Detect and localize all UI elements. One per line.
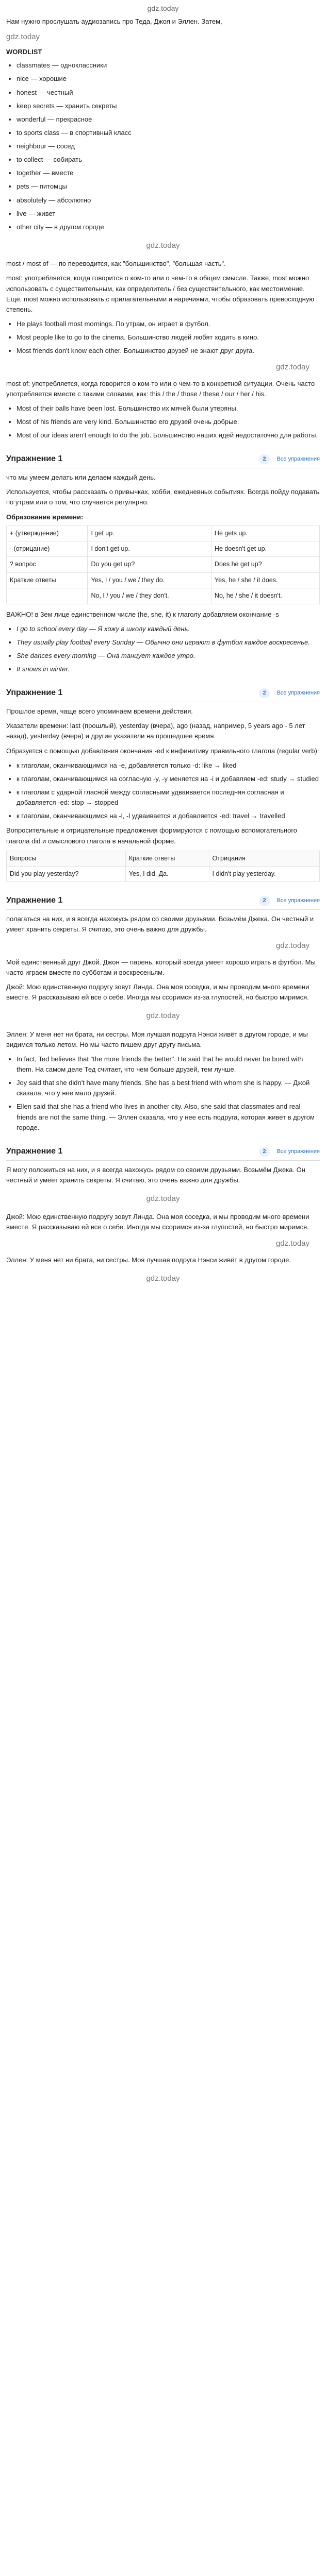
list-item: • keep secrets — хранить секреты bbox=[17, 101, 320, 111]
most-paragraph: most: употребляется, когда говорится о ком-то или о чем-то в общем смысле. Также, most можно использовать с существительным, как определитель / без существительного, как местоимение. Ещё, most можно использовать с прилагательными и наречиями, чтобы образовать превосходную степень. bbox=[6, 274, 315, 313]
exercise-title: Упражнение 1 bbox=[6, 454, 63, 464]
formation-table bbox=[6, 526, 320, 604]
story-paragraph: Мой единственный друг Джой. Джон — парень, который всегда умеет хорошо играть в футбол. Мы часто играем вместе по субботам и воскресеньям. bbox=[6, 958, 316, 976]
past-question-note: Вопросительные и отрицательные предложения формируются с помощью вспомогательного глагола did и смыслового глагола в начальной форме. bbox=[6, 826, 298, 845]
watermark: gdz.today bbox=[146, 241, 180, 250]
table-cell: - (отрицание) bbox=[7, 541, 88, 557]
watermark: gdz.today bbox=[146, 1274, 180, 1283]
present-simple-examples bbox=[6, 624, 320, 675]
exercise-header bbox=[6, 889, 320, 910]
list-item: • pets — питомцы bbox=[17, 181, 320, 192]
exercise-nav bbox=[259, 454, 320, 464]
list-item: • Most people like to go to the cinema. Большинство людей любят ходить в кино. bbox=[17, 332, 320, 343]
list-item: • other city — в другом городе bbox=[17, 222, 320, 232]
exercise-header bbox=[6, 1140, 320, 1161]
story-paragraph: Джой: Мою единственную подругу зовут Линда. Она моя соседка, и мы проводим много времени вместе. Я рассказываю ей все о себе. Иногда мы ссоримся из-за глупостей, но быстро миримся. bbox=[6, 983, 309, 1002]
list-item: • to collect — собирать bbox=[17, 155, 320, 165]
exercise-number-badge[interactable]: 2 bbox=[259, 454, 269, 464]
past-intro: Прошлое время, чаще всего упоминаем времени действия. bbox=[6, 707, 193, 716]
most-title: most / most of — по переводится, как "большинство", "большая часть". bbox=[6, 260, 226, 268]
table-cell: Did you play yesterday? bbox=[7, 867, 126, 882]
past-table bbox=[6, 851, 320, 883]
story-paragraph: полагаться на них, и я всегда нахожусь рядом со своими друзьями. Возьмём Джека. Он честный и умеет хранить секреты. Я считаю, это очень важно для дружбы. bbox=[6, 915, 314, 934]
table-row bbox=[7, 557, 320, 572]
table-cell: I don't get up. bbox=[88, 541, 211, 557]
list-item: • Most of their balls have been lost. Большинство их мячей были утеряны. bbox=[17, 403, 320, 414]
story-examples bbox=[6, 1054, 320, 1133]
exercise-title: Упражнение 1 bbox=[6, 688, 63, 698]
present-simple-intro: что мы умеем делать или делаем каждый день. bbox=[6, 473, 156, 482]
watermark: gdz.today bbox=[275, 941, 309, 951]
important-note: ВАЖНО! в 3ем лице единственном числе (he, she, it) к глаголу добавляем окончание -s bbox=[6, 610, 279, 618]
list-item: • neighbour — сосед bbox=[17, 141, 320, 151]
list-item: • absolutely — абсолютно bbox=[17, 195, 320, 206]
table-row bbox=[7, 541, 320, 557]
table-cell: ? вопрос bbox=[7, 557, 88, 572]
table-cell: No, I / you / we / they don't. bbox=[88, 588, 211, 604]
example-text: It snows in winter. bbox=[17, 665, 70, 673]
watermark: gdz.today bbox=[275, 1239, 309, 1248]
table-cell: + (утверждение) bbox=[7, 526, 88, 541]
table-header-row bbox=[7, 851, 320, 866]
table-cell: No, he / she / it doesn't. bbox=[211, 588, 319, 604]
exercise-number-badge[interactable]: 2 bbox=[259, 688, 269, 698]
all-exercises-link[interactable]: Все упражнения bbox=[276, 690, 320, 697]
list-item: • Most friends don't know each other. Большинство друзей не знают друг друга. bbox=[17, 346, 320, 356]
intro-text: Нам нужно прослушать аудиозапись про Теда, Джоя и Эллен. Затем, bbox=[6, 17, 222, 25]
list-item: • wonderful — прекрасное bbox=[17, 114, 320, 125]
exercise-nav bbox=[259, 896, 320, 906]
table-row bbox=[7, 867, 320, 882]
present-simple-paragraph: Используется, чтобы рассказать о привычках, хобби, ежедневных событиях. Всегда пойду подавать по утрам или о том, что случается регулярно. bbox=[6, 488, 320, 506]
mostof-examples bbox=[6, 403, 320, 440]
exercise-title: Упражнение 1 bbox=[6, 1146, 63, 1156]
table-cell: I get up. bbox=[88, 526, 211, 541]
list-item: • classmates — одноклассники bbox=[17, 60, 320, 71]
table-cell bbox=[7, 588, 88, 604]
exercise-number-badge[interactable]: 2 bbox=[259, 896, 269, 906]
list-item bbox=[17, 651, 320, 661]
table-cell: Yes, I / you / we / they do. bbox=[88, 572, 211, 588]
past-rules bbox=[6, 760, 320, 822]
list-item: • Most of his friends are very kind. Большинство его друзей очень добрые. bbox=[17, 417, 320, 427]
table-header-cell: Отрицания bbox=[209, 851, 319, 866]
most-examples bbox=[6, 319, 320, 356]
watermark: gdz.today bbox=[146, 1194, 180, 1203]
exercise-title: Упражнение 1 bbox=[6, 896, 63, 905]
watermark: gdz.today bbox=[275, 363, 309, 372]
final-paragraph: Эллен: У меня нет ни брата, ни сестры. Моя лучшая подруга Нэнси живёт в другом городе. bbox=[6, 1256, 291, 1264]
table-cell: Yes, I did. Да. bbox=[125, 867, 209, 882]
table-row bbox=[7, 572, 320, 588]
all-exercises-link[interactable]: Все упражнения bbox=[276, 1148, 320, 1155]
table-cell: Yes, he / she / it does. bbox=[211, 572, 319, 588]
table-cell: Does he get up? bbox=[211, 557, 319, 572]
past-paragraph: Указатели времени: last (прошлый), yesterday (вчера), ago (назад, например, 5 years ago - 5 лет назад), yesterday (вчера) и другие указатели на прошедшее время. bbox=[6, 722, 305, 740]
table-cell: He gets up. bbox=[211, 526, 319, 541]
list-item: • Joy said that she didn't have many friends. She has a best friend with whom she is happy. — Джой сказала, что у нее мало друзей. bbox=[17, 1078, 320, 1098]
page bbox=[0, 0, 326, 1284]
list-item: • к глаголам, оканчивающимся на -l, -l удваивается и добавляется -ed: travel → travelled bbox=[17, 811, 320, 821]
all-exercises-link[interactable]: Все упражнения bbox=[276, 897, 320, 904]
table-row bbox=[7, 526, 320, 541]
wordlist bbox=[6, 60, 320, 232]
exercise-header bbox=[6, 682, 320, 702]
table-cell: Do you get up? bbox=[88, 557, 211, 572]
story-paragraph: Эллен: У меня нет ни брата, ни сестры. Моя лучшая подруга Нэнси живёт в другом городе, и мы видимся только летом. Но мы часто пишем друг другу письма. bbox=[6, 1030, 308, 1048]
list-item: • Most of our ideas aren't enough to do the job. Большинство наших идей недостаточно для работы. bbox=[17, 430, 320, 440]
list-item: • к глаголам, оканчивающимся на согласную -y, -y меняется на -i и добавляем -ed: study → studied bbox=[17, 774, 320, 784]
list-item bbox=[17, 624, 320, 634]
all-exercises-link[interactable]: Все упражнения bbox=[276, 456, 320, 463]
table-header-cell: Вопросы bbox=[7, 851, 126, 866]
exercise-nav bbox=[259, 688, 320, 698]
list-item: • to sports class — в спортивный класс bbox=[17, 128, 320, 138]
list-item: • nice — хорошие bbox=[17, 74, 320, 84]
list-item: • Ellen said that she has a friend who lives in another city. Also, she said that classmates and real friends are not the same thing. — Эллен сказала, что у нее есть подруга, которая живет в другом городе. bbox=[17, 1101, 320, 1132]
wordlist-title: WORDLIST bbox=[6, 48, 42, 56]
table-cell: I didn't play yesterday. bbox=[209, 867, 319, 882]
exercise-number-badge[interactable]: 2 bbox=[259, 1147, 269, 1157]
final-paragraph: Я могу положиться на них, и я всегда нахожусь рядом со своими друзьями. Возьмём Джека. Он честный и умеет хранить секреты. Я считаю, это очень важно для дружбы. bbox=[6, 1165, 305, 1184]
table-row bbox=[7, 588, 320, 604]
table-cell: He doesn't get up. bbox=[211, 541, 319, 557]
example-text: I go to school every day — Я хожу в школу каждый день. bbox=[17, 624, 190, 633]
list-item: • honest — честный bbox=[17, 88, 320, 98]
list-item: • together — вместе bbox=[17, 168, 320, 178]
list-item: • к глаголам, оканчивающимся на -e, добавляется только -d: like → liked bbox=[17, 760, 320, 771]
list-item: • к глаголам с ударной гласной между согласными удваивается последняя согласная и добавляется -ed: stop → stopped bbox=[17, 787, 320, 808]
watermark: gdz.today bbox=[6, 32, 40, 41]
exercise-header bbox=[6, 448, 320, 468]
table-header-cell: Краткие ответы bbox=[125, 851, 209, 866]
watermark-top: gdz.today bbox=[147, 4, 179, 12]
list-item: • In fact, Ted believes that "the more friends the better". He said that he would never be bored with them. На самом деле Тед считает, что чем больше друзей, тем лучше. bbox=[17, 1054, 320, 1075]
mostof-paragraph: most of: употребляется, когда говорится о ком-то или о чем-то в конкретной ситуации. Очень часто употребляется вместе с такими словами, как: this / the / those / these / our / her / his. bbox=[6, 379, 315, 398]
list-item: • live — живет bbox=[17, 209, 320, 219]
watermark: gdz.today bbox=[146, 1011, 180, 1021]
past-paragraph-2: Образуется с помощью добавления окончания -ed к инфинитиву правильного глагола (regular verb): bbox=[6, 747, 319, 755]
list-item bbox=[17, 664, 320, 674]
table-cell: Краткие ответы bbox=[7, 572, 88, 588]
example-text: She dances every morning — Она танцует каждое утро. bbox=[17, 652, 195, 660]
list-item bbox=[17, 637, 320, 648]
example-text: They usually play football every Sunday — Обычно они играют в футбол каждое воскресенье. bbox=[17, 638, 310, 646]
final-paragraph: Джой: Мою единственную подругу зовут Линда. Она моя соседка, и мы проводим много времени вместе. Я рассказываю ей все о себе. Иногда мы ссоримся из-за глупостей, но быстро миримся. bbox=[6, 1213, 309, 1231]
list-item: • He plays football most mornings. По утрам, он играет в футбол. bbox=[17, 319, 320, 329]
exercise-nav bbox=[259, 1147, 320, 1157]
formation-label: Образование времени: bbox=[6, 513, 84, 521]
